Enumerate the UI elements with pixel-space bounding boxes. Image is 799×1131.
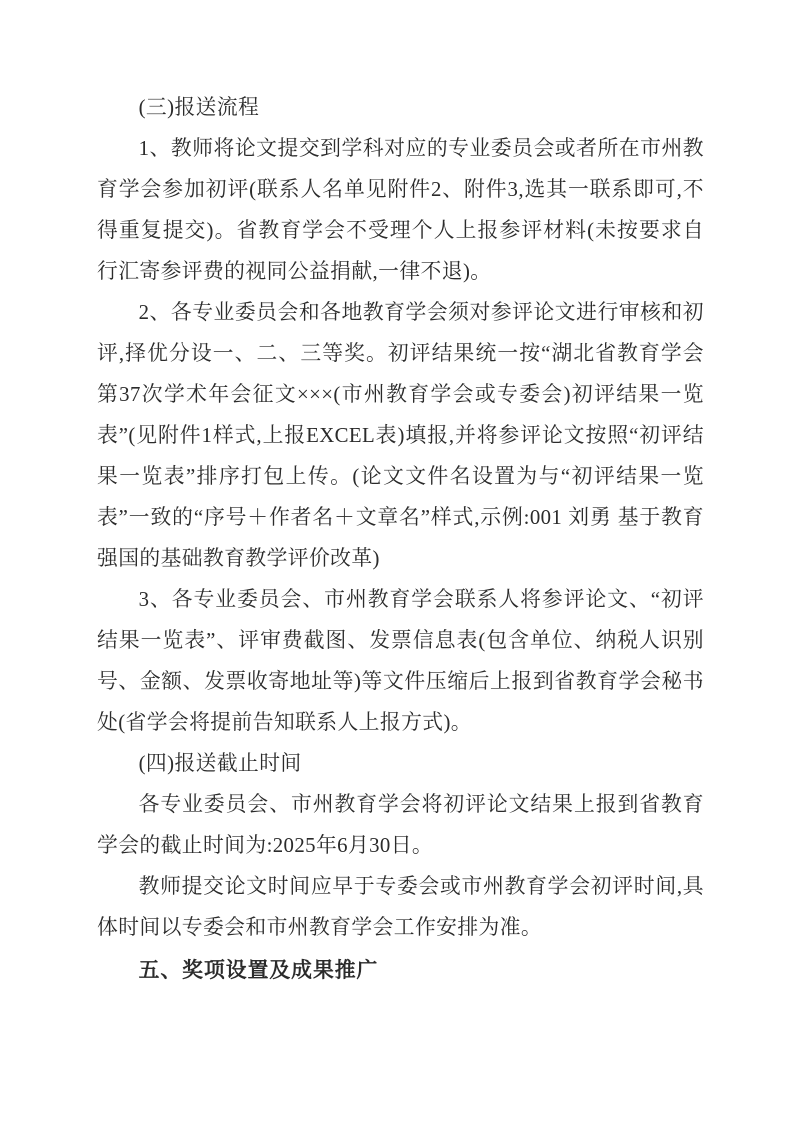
section-heading-awards-and-promotion: 五、奖项设置及成果推广	[138, 959, 379, 982]
paragraph-item-2-review-and-fill-table: 2、各专业委员会和各地教育学会须对参评论文进行审核和初评,择优分设一、二、三等奖。初评结果统一按“湖北省教育学会第37次学术年会征文×××(市州教育学会或专委会)初评结果一览表”(见附件1样式,上报EXCEL表)填报,并将参评论文按照“初评结果一览表”排序打包上传。(论文文件名设置为与“初评结果一览表”一致的“序号＋作者名＋文章名”样式,示例:001 刘勇 基于教育强国的基础教育教学评价改革)	[97, 301, 704, 570]
section-heading-deadline: (四)报送截止时间	[138, 752, 302, 775]
paragraph-teacher-submission-timing: 教师提交论文时间应早于专委会或市州教育学会初评时间,具体时间以专委会和市州教育学会工作安排为准。	[97, 875, 704, 939]
paragraph-item-1-teacher-submission: 1、教师将论文提交到学科对应的专业委员会或者所在市州教育学会参加初评(联系人名单见附件2、附件3,选其一联系即可,不得重复提交)。省教育学会不受理个人上报参评材料(未按要求自行汇寄参评费的视同公益捐献,一律不退)。	[97, 137, 704, 283]
paragraph-item-3-contact-upload: 3、各专业委员会、市州教育学会联系人将参评论文、“初评结果一览表”、评审费截图、发票信息表(包含单位、纳税人识别号、金额、发票收寄地址等)等文件压缩后上报到省教育学会秘书处(省学会将提前告知联系人上报方式)。	[97, 588, 704, 734]
document-text-block	[97, 87, 704, 991]
section-heading-submission-process: (三)报送流程	[138, 96, 260, 119]
paragraph-deadline-date: 各专业委员会、市州教育学会将初评论文结果上报到省教育学会的截止时间为:2025年6月30日。	[97, 793, 704, 857]
